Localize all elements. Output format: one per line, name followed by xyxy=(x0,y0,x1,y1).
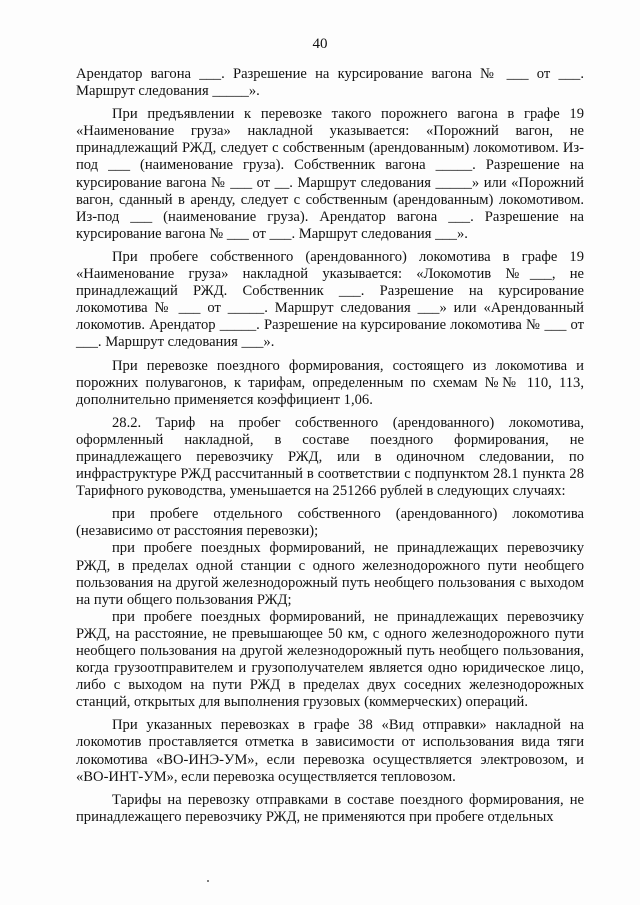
paragraph-1: Арендатор вагона ___. Разрешение на курсирование вагона № ___ от ___. Маршрут следования _____». xyxy=(76,66,584,100)
body-text xyxy=(76,66,584,826)
paragraph-4: При перевозке поездного формирования, состоящего из локомотива и порожних полувагонов, к тарифам, определенным по схемам №№ 110, 113, дополнительно применяется коэффициент 1,06. xyxy=(76,357,584,408)
paragraph-9: При указанных перевозках в графе 38 «Вид отправки» накладной на локомотив проставляется отметка в зависимости от использования вида тяги локомотива «ВО-ИНЭ-УМ», если перевозка осуществляется электровозом, и «ВО-ИНТ-УМ», если перевозка осуществляется тепловозом. xyxy=(76,717,584,785)
paragraph-10: Тарифы на перевозку отправками в составе поездного формирования, не принадлежащего перевозчику РЖД, не применяются при пробеге отдельных xyxy=(76,791,584,825)
page-number: 40 xyxy=(312,36,328,52)
paragraph-5: 28.2. Тариф на пробег собственного (арендованного) локомотива, оформленный накладной, в составе поездного формирования, не принадлежащего перевозчику РЖД, или в одиночном следовании, по инфраструктуре РЖД рассчитанный в соответствии с подпунктом 28.1 пункта 28 Тарифного руководства, уменьшается на 251266 рублей в следующих случаях: xyxy=(76,414,584,500)
paragraph-7: при пробеге поездных формирований, не принадлежащих перевозчику РЖД, в пределах одной станции с одного железнодорожного пути необщего пользования на другой железнодорожный путь необщего пользования с выходом на пути общего пользования РЖД; xyxy=(76,540,584,608)
paragraph-6: при пробеге отдельного собственного (арендованного) локомотива (независимо от расстояния перевозки); xyxy=(76,506,584,540)
paragraph-2: При предъявлении к перевозке такого порожнего вагона в графе 19 «Наименование груза» накладной указывается: «Порожний вагон, не принадлежащий РЖД, следует с собственным (арендованным) локомотивом. Из-под ___ (наименование груза). Собственник вагона _____. Разрешение на курсирование вагона № ___ от __. Маршрут следования _____» или «Порожний вагон, сданный в аренду, следует с собственным (арендованным) локомотивом. Из-под ___ (наименование груза). Арендатор вагона ___. Разрешение на курсирование вагона № ___ от ___. Маршрут следования ___». xyxy=(76,106,584,242)
scan-speck xyxy=(207,880,209,882)
paragraph-3: При пробеге собственного (арендованного) локомотива в графе 19 «Наименование груза» накладной указывается: «Локомотив №___, не принадлежащий РЖД. Собственник ___. Разрешение на курсирование локомотива № ___ от _____. Маршрут следования ___» или «Арендованный локомотив. Арендатор _____. Разрешение на курсирование локомотива № ___ от ___. Маршрут следования ___». xyxy=(76,248,584,351)
paragraph-8: при пробеге поездных формирований, не принадлежащих перевозчику РЖД, на расстояние, не превышающее 50 км, с одного железнодорожного пути необщего пользования на другой железнодорожный путь необщего пользования, когда грузоотправителем и грузополучателем является одно юридическое лицо, либо с выходом на пути РЖД в пределах двух соседних железнодорожных станций, открытых для выполнения грузовых (коммерческих) операций. xyxy=(76,608,584,711)
